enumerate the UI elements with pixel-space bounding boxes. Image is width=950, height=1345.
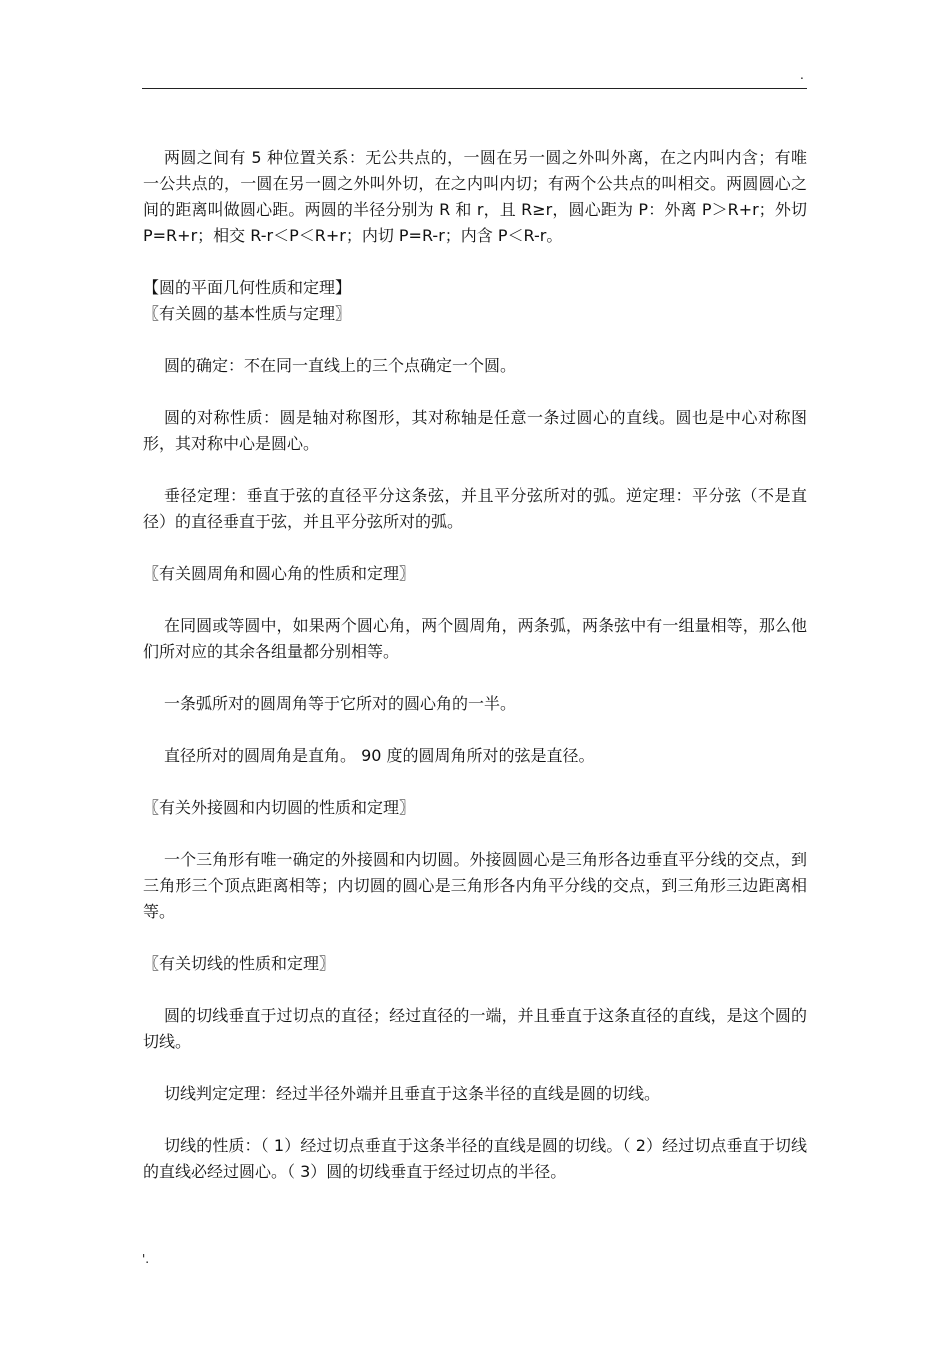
subsection-title-angles: 〖有关圆周角和圆心角的性质和定理〗 — [143, 564, 416, 583]
document-body — [143, 145, 807, 1185]
section-title: 【圆的平面几何性质和定理】 — [143, 278, 352, 297]
paragraph-tangent-perpendicular: 圆的切线垂直于过切点的直径；经过直径的一端，并且垂直于这条直径的直线，是这个圆的切线。 — [143, 1006, 807, 1051]
header-mark: . — [800, 68, 804, 82]
subsection-title-circumcircle: 〖有关外接圆和内切圆的性质和定理〗 — [143, 798, 416, 817]
intro-paragraph: 两圆之间有 5 种位置关系：无公共点的，一圆在另一圆之外叫外离，在之内叫内含；有唯一公共点的，一圆在另一圆之外叫外切，在之内叫内切；有两个公共点的叫相交。两圆圆心之间的距离叫做圆心距。两圆的半径分别为 R 和 r，且 R≥r，圆心距为 P：外离 P＞R+r；外切 P=R+r；相交 R-r＜P＜R+r；内切 P=R-r；内含 P＜R-r。 — [143, 148, 807, 245]
paragraph-tangent-criterion: 切线判定定理：经过半径外端并且垂直于这条半径的直线是圆的切线。 — [164, 1084, 661, 1103]
paragraph-equal-parts: 在同圆或等圆中，如果两个圆心角，两个圆周角，两条弧，两条弦中有一组量相等，那么他们所对应的其余各组量都分别相等。 — [143, 616, 807, 661]
subsection-title-basic: 〖有关圆的基本性质与定理〗 — [143, 304, 352, 323]
paragraph-perpendicular-diameter: 垂径定理：垂直于弦的直径平分这条弦，并且平分弦所对的弧。逆定理：平分弦（不是直径）的直径垂直于弦，并且平分弦所对的弧。 — [143, 486, 807, 531]
paragraph-inscribed-half: 一条弧所对的圆周角等于它所对的圆心角的一半。 — [164, 694, 517, 713]
header-rule — [142, 88, 807, 89]
paragraph-circle-determination: 圆的确定：不在同一直线上的三个点确定一个圆。 — [164, 356, 517, 375]
footer-mark: '. — [142, 1252, 150, 1266]
paragraph-circumcircle-incircle: 一个三角形有唯一确定的外接圆和内切圆。外接圆圆心是三角形各边垂直平分线的交点，到三角形三个顶点距离相等；内切圆的圆心是三角形各内角平分线的交点，到三角形三边距离相等。 — [143, 850, 807, 921]
paragraph-right-angle: 直径所对的圆周角是直角。 90 度的圆周角所对的弦是直径。 — [164, 746, 595, 765]
paragraph-tangent-properties: 切线的性质：（ 1）经过切点垂直于这条半径的直线是圆的切线。（ 2）经过切点垂直于切线的直线必经过圆心。（ 3）圆的切线垂直于经过切点的半径。 — [143, 1136, 807, 1181]
subsection-title-tangent: 〖有关切线的性质和定理〗 — [143, 954, 336, 973]
paragraph-symmetry: 圆的对称性质：圆是轴对称图形，其对称轴是任意一条过圆心的直线。圆也是中心对称图形，其对称中心是圆心。 — [143, 408, 807, 453]
